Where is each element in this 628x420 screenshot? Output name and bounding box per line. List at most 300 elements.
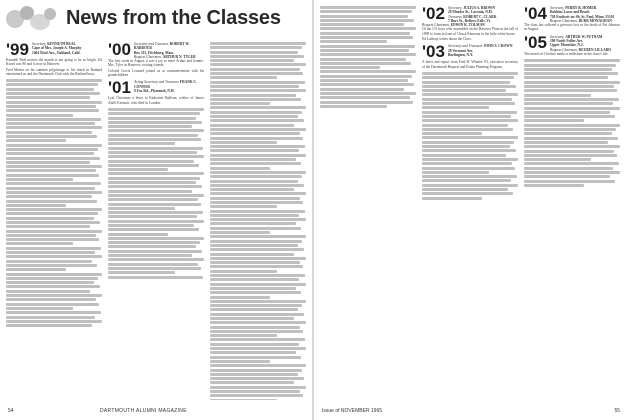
text-line — [6, 260, 92, 263]
text-line — [524, 184, 584, 187]
class-note-paragraph: The class has suffered a grievous loss in the death of Pat Johnson in August. — [524, 23, 620, 32]
header-ornament-icon — [6, 6, 58, 32]
text-line — [108, 134, 198, 137]
text-line — [6, 225, 90, 228]
officer-role: Secretary, — [31, 42, 48, 46]
text-line — [108, 108, 204, 111]
issue-footer: Issue of NOVEMBER 1965 — [322, 408, 383, 414]
officer-role: Bequest Chairman, — [133, 54, 163, 59]
text-line — [210, 201, 303, 204]
text-line — [108, 125, 192, 128]
text-line — [422, 197, 482, 200]
text-line — [210, 188, 294, 191]
text-line — [422, 149, 516, 152]
text-line — [524, 128, 616, 131]
text-line — [210, 102, 270, 105]
text-line — [422, 81, 510, 84]
officer-role: Secretary, — [549, 6, 566, 10]
page-number-right: 55 — [614, 408, 620, 414]
text-line — [524, 68, 612, 71]
text-line — [210, 381, 294, 384]
left-columns — [6, 42, 308, 400]
column-left-1 — [6, 42, 102, 400]
officer-name: ARTHUR W. PUTNAM — [565, 34, 603, 39]
text-line — [320, 36, 413, 39]
text-line — [422, 115, 511, 118]
text-line — [210, 240, 302, 243]
text-line — [210, 347, 306, 350]
text-line — [108, 224, 194, 227]
officer-name: 7 Burt St., Bellows Falls, Vt. — [447, 18, 492, 23]
class-year: '05 — [524, 32, 547, 52]
officer-name: REUBEN LILLARD — [578, 47, 611, 52]
officer-name: Cape of Mrs. Joseph A. Murphy — [31, 46, 82, 51]
text-line — [210, 175, 302, 178]
officer-name: Upper Montclair, N.J. — [549, 43, 584, 48]
officer-name: KENNETH BEAL — [47, 42, 76, 46]
text-line — [210, 235, 306, 238]
text-line — [320, 53, 416, 56]
class-year: '00 — [108, 42, 131, 59]
text-line — [6, 221, 100, 224]
text-line — [6, 268, 66, 271]
text-line — [210, 51, 298, 54]
text-line — [320, 66, 380, 69]
text-line — [6, 161, 90, 164]
officer-name: JULIUS A. BROWN — [463, 6, 496, 10]
text-line — [6, 303, 99, 306]
officer-name: ROBERT C. CLARK — [463, 14, 497, 19]
text-line — [108, 207, 175, 210]
text-line — [6, 114, 73, 117]
text-line — [6, 122, 95, 125]
text-line — [108, 258, 204, 261]
text-line — [108, 233, 168, 236]
text-line — [210, 291, 301, 294]
text-line — [422, 72, 518, 75]
text-line — [210, 227, 301, 230]
text-line — [210, 192, 306, 195]
text-line — [422, 192, 513, 195]
text-line — [108, 211, 203, 214]
text-line — [6, 118, 101, 121]
text-line — [210, 399, 277, 400]
body-text-continuation — [210, 42, 306, 400]
text-line — [108, 245, 196, 248]
class-year: '04 — [524, 6, 547, 23]
text-line — [210, 334, 277, 337]
text-line — [320, 49, 409, 52]
text-line — [6, 251, 95, 254]
text-line — [6, 217, 94, 220]
text-line — [422, 98, 512, 101]
text-line — [320, 40, 387, 43]
text-line — [320, 58, 406, 61]
class-year: '02 — [422, 6, 445, 23]
class-entry — [108, 42, 204, 77]
text-line — [108, 121, 202, 124]
text-line — [210, 171, 306, 174]
text-line — [6, 200, 97, 203]
text-line — [108, 190, 192, 193]
text-line — [6, 285, 100, 288]
text-line — [210, 167, 270, 170]
page-title: News from the Classes — [66, 7, 281, 29]
text-line — [108, 172, 204, 175]
text-line — [422, 141, 514, 144]
officer-name: Burlington, N.Y. — [447, 52, 474, 57]
text-line — [210, 317, 294, 320]
class-entry — [422, 6, 518, 41]
text-line — [6, 135, 97, 138]
text-line — [210, 55, 304, 58]
text-line — [422, 119, 518, 122]
text-line — [524, 111, 610, 114]
text-line — [6, 294, 102, 297]
text-line — [210, 257, 306, 260]
text-line — [210, 351, 296, 354]
text-line — [210, 141, 277, 144]
text-line — [6, 204, 66, 207]
text-line — [422, 179, 511, 182]
officer-role: Secretary, — [549, 34, 566, 39]
text-line — [524, 107, 620, 110]
text-line — [210, 115, 298, 118]
text-line — [320, 62, 411, 65]
class-note-paragraph: A letter and report from Fred H. Whalen '03, executive secretary of the Dartmouth Bequest and Estate Planning Program. — [422, 60, 518, 69]
text-line — [524, 76, 608, 79]
text-line — [6, 281, 94, 284]
text-line — [422, 136, 518, 139]
text-line — [210, 313, 304, 316]
text-line — [6, 324, 92, 327]
text-line — [6, 298, 96, 301]
text-line — [210, 231, 270, 234]
class-note-paragraph: Lyal Christmas a letter to Katherine Balloon, widow of James Adolf Kermott, who died in London. — [108, 96, 204, 105]
text-line — [210, 76, 277, 79]
text-line — [320, 23, 404, 26]
text-line — [320, 19, 414, 22]
page-number-left: 54 — [8, 408, 14, 414]
text-line — [320, 32, 410, 35]
class-year: '01 — [108, 78, 131, 98]
text-line — [210, 42, 306, 45]
text-line — [320, 92, 416, 95]
column-right-1 — [320, 6, 416, 400]
text-line — [108, 220, 204, 223]
text-line — [6, 307, 73, 310]
text-line — [108, 241, 200, 244]
text-line — [6, 208, 102, 211]
text-line — [6, 187, 95, 190]
column-right-3 — [524, 6, 620, 400]
officer-role: Bequest Chairman, — [549, 47, 579, 52]
text-line — [524, 115, 615, 118]
text-line — [108, 276, 203, 279]
text-line — [108, 112, 200, 115]
text-line — [108, 138, 201, 141]
text-line — [108, 263, 198, 266]
body-text-continuation — [108, 108, 204, 400]
text-line — [210, 296, 270, 299]
text-line — [210, 343, 299, 346]
text-line — [108, 151, 197, 154]
text-line — [210, 321, 306, 324]
text-line — [210, 132, 300, 135]
text-line — [108, 267, 201, 270]
text-line — [524, 171, 620, 174]
text-line — [6, 152, 94, 155]
text-line — [210, 89, 306, 92]
officer-name: 720 Endicott-on-Sb, St. Paul, Minn. 55101 — [549, 14, 615, 19]
text-line — [6, 230, 102, 233]
text-line — [210, 111, 302, 114]
text-line — [422, 124, 508, 127]
text-line — [6, 178, 73, 181]
text-line — [210, 94, 296, 97]
text-line — [210, 205, 277, 208]
text-line — [108, 129, 204, 132]
text-line — [210, 300, 306, 303]
text-line — [210, 244, 298, 247]
text-line — [6, 316, 95, 319]
text-line — [210, 85, 299, 88]
text-line — [210, 218, 306, 221]
text-line — [422, 145, 510, 148]
text-line — [422, 167, 515, 170]
text-line — [6, 101, 102, 104]
text-line — [320, 27, 416, 30]
text-line — [108, 215, 197, 218]
class-note-paragraph: Fred Martin on his summer pilgrimage to his shack in Rutland entertained us and the Dartmouth Club with the Rutland boys. — [6, 67, 102, 76]
text-line — [210, 106, 306, 109]
officer-role: Bequest Chairman, — [549, 18, 579, 23]
text-line — [108, 237, 204, 240]
text-line — [524, 98, 619, 101]
text-line — [210, 149, 299, 152]
column-left-3 — [210, 42, 306, 400]
text-line — [210, 326, 300, 329]
text-line — [6, 165, 102, 168]
text-line — [6, 273, 102, 276]
text-line — [6, 148, 98, 151]
text-line — [524, 150, 614, 153]
class-note-paragraph: Colonel Lewis Leonard joined us at commencement with his grandchildren. — [108, 68, 204, 78]
text-line — [524, 158, 591, 161]
officer-role: Secretary, — [447, 6, 464, 10]
officer-name: Robbins Lawn and Beach — [549, 10, 590, 15]
text-line — [524, 180, 615, 183]
text-line — [320, 96, 410, 99]
class-note-paragraph: Of the 131 boys who assembled on the Hanover Plain in the fall of 1898 to form in front of Chuck Emerson in the little white house. — [422, 27, 518, 36]
text-line — [210, 330, 303, 333]
magazine-footer-name: DARTMOUTH ALUMNI MAGAZINE — [100, 408, 187, 414]
text-line — [210, 390, 300, 393]
text-line — [320, 105, 387, 108]
text-line — [6, 212, 98, 215]
text-line — [320, 88, 404, 91]
class-year: '03 — [422, 42, 445, 62]
text-line — [524, 72, 618, 75]
text-line — [210, 59, 294, 62]
class-entry — [524, 6, 620, 32]
class-note-paragraph: The first week in August it was a joy to meet Arthur and Jeanne-Mrs. Tyler in Hanover, visiting friends. — [108, 59, 204, 68]
text-line — [524, 162, 619, 165]
officer-name: Box 315, Fitchburg, Mass. — [133, 50, 175, 55]
text-line — [210, 369, 302, 372]
text-line — [422, 132, 482, 135]
officer-role: Bequest Chairman, — [422, 23, 451, 28]
text-line — [108, 203, 201, 206]
officer-role: Secretary and Treasurer — [133, 42, 170, 46]
text-line — [210, 98, 301, 101]
text-line — [210, 253, 294, 256]
text-line — [210, 214, 299, 217]
officer-name: 190 North Fuller Ave. — [549, 39, 583, 44]
column-left-2 — [108, 42, 204, 400]
text-line — [210, 360, 270, 363]
text-line — [210, 308, 298, 311]
text-line — [210, 128, 306, 131]
text-line — [524, 102, 613, 105]
text-line — [210, 377, 304, 380]
text-line — [210, 261, 300, 264]
text-line — [320, 79, 408, 82]
text-line — [6, 311, 101, 314]
officer-name: JOHN S. CROWN — [483, 44, 513, 49]
text-line — [422, 128, 513, 131]
text-line — [108, 181, 196, 184]
text-line — [6, 264, 97, 267]
officer-name: PERRY B. HOMER — [565, 6, 597, 10]
text-line — [6, 242, 73, 245]
body-text-continuation — [422, 72, 518, 400]
text-line — [6, 290, 90, 293]
text-line — [422, 175, 517, 178]
class-entry — [6, 42, 102, 76]
text-line — [6, 126, 102, 129]
text-line — [6, 157, 100, 160]
text-line — [6, 79, 102, 82]
officer-role: Secretary and Treasurer — [447, 44, 484, 49]
text-line — [108, 254, 192, 257]
text-line — [6, 174, 99, 177]
text-line — [320, 45, 415, 48]
text-line — [210, 197, 300, 200]
text-line — [108, 177, 200, 180]
text-line — [6, 238, 99, 241]
text-line — [210, 278, 299, 281]
text-line — [210, 287, 296, 290]
text-line — [108, 228, 199, 231]
text-line — [210, 394, 303, 397]
text-line — [210, 137, 303, 140]
text-line — [6, 83, 98, 86]
text-line — [210, 356, 301, 359]
text-line — [108, 198, 198, 201]
text-line — [6, 255, 102, 258]
text-line — [210, 364, 306, 367]
text-line — [524, 175, 610, 178]
officer-name: 1404 82nd Ave., Oakland, Calif. — [31, 50, 81, 55]
officer-name: EDWIN K. TOLMAN — [450, 23, 485, 28]
text-line — [422, 85, 516, 88]
text-line — [108, 142, 175, 145]
class-entry — [422, 44, 518, 69]
text-line — [320, 70, 416, 73]
text-line — [320, 75, 412, 78]
officer-name: 29 Meader St., Laconia, N.H. — [447, 10, 493, 15]
section-header — [0, 0, 314, 36]
text-line — [6, 88, 94, 91]
class-entry — [108, 80, 204, 105]
text-line — [524, 119, 584, 122]
text-line — [6, 191, 102, 194]
text-line — [210, 154, 306, 157]
officer-role: Treasurer, — [447, 14, 464, 19]
text-line — [108, 185, 202, 188]
text-line — [524, 64, 616, 67]
text-line — [108, 168, 168, 171]
text-line — [210, 338, 305, 341]
right-columns — [320, 6, 622, 400]
text-line — [524, 94, 591, 97]
text-line — [524, 141, 608, 144]
text-line — [320, 83, 414, 86]
officer-name: ARTHUR N. TYLER — [162, 54, 196, 59]
text-line — [210, 158, 296, 161]
text-line — [524, 154, 617, 157]
text-line — [6, 139, 66, 142]
text-line — [320, 101, 413, 104]
text-line — [210, 274, 305, 277]
text-line — [210, 373, 298, 376]
text-line — [108, 147, 203, 150]
text-line — [422, 162, 512, 165]
text-line — [422, 171, 489, 174]
text-line — [210, 304, 302, 307]
text-line — [6, 277, 98, 280]
text-line — [422, 111, 517, 114]
text-line — [108, 160, 194, 163]
text-line — [210, 119, 304, 122]
text-line — [6, 92, 100, 95]
text-line — [524, 81, 620, 84]
text-line — [524, 167, 613, 170]
officer-name: FRANK C. CONNOR — [133, 80, 198, 89]
text-line — [6, 109, 99, 112]
text-line — [524, 85, 614, 88]
text-line — [524, 59, 620, 62]
text-line — [524, 145, 620, 148]
text-line — [108, 155, 204, 158]
text-line — [6, 169, 96, 172]
text-line — [210, 265, 303, 268]
text-line — [210, 124, 294, 127]
text-line — [320, 6, 416, 9]
text-line — [422, 154, 506, 157]
text-line — [6, 195, 92, 198]
text-line — [320, 15, 408, 18]
text-line — [422, 188, 508, 191]
text-line — [210, 162, 301, 165]
text-line — [422, 106, 489, 109]
text-line — [422, 89, 506, 92]
text-line — [6, 131, 92, 134]
text-line — [6, 247, 101, 250]
text-line — [422, 93, 518, 96]
text-line — [210, 222, 296, 225]
